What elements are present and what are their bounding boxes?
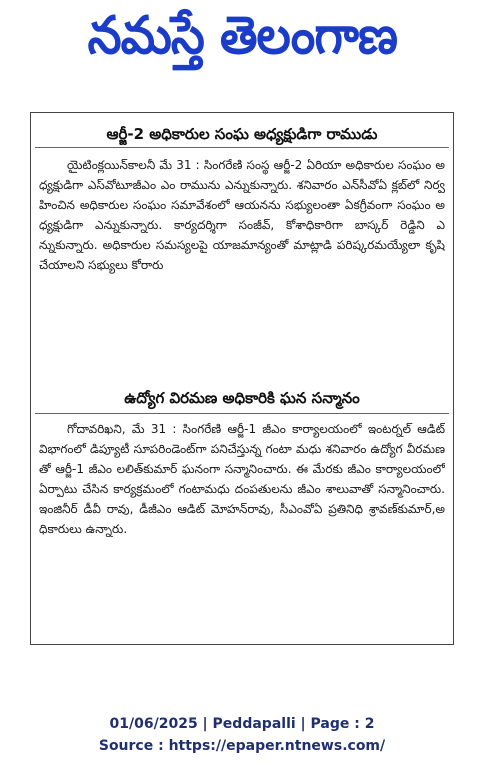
article-2-body [39, 419, 445, 639]
masthead-title: నమస్తే తెలంగాణ [87, 5, 397, 66]
article-1-divider [35, 147, 449, 148]
footer-meta: 01/06/2025 | Peddapalli | Page : 2 [109, 716, 375, 732]
news-clipping [30, 112, 454, 645]
article-2-headline: ఉద్యోగ విరమణ అధికారికి ఘన సన్మానం [124, 389, 360, 407]
article-2-divider [35, 413, 449, 414]
article-1-headline: ఆర్జీ-2 అధికారుల సంఘ అధ్యక్షుడిగా రాముడు [106, 125, 378, 143]
footer-source: Source : https://epaper.ntnews.com/ [98, 738, 386, 754]
article-2-body-text: గోదావరిఖని, మే 31 : సింగరేణి ఆర్జీ-1 జీఎం కార్యాలయంలో ఇంటర్నల్‌ ఆడిట్‌ విభాగంలో డిప్యూటీ సూపరిండెంట్‌గా పనిచేస్తున్న గంటా మధు శనివారం ఉద్యోగ వీరమణతో ఆర్జీ-1 జీఎం లలిత్‌కుమార్‌ ఘనంగా సన్మానించారు. ఈ మేరకు జీఎం కార్యాలయంలో ఏర్పాటు చేసిన కార్యక్రమంలో గంటామధు దంపతులను జీఎం శాలువాతో సన్మానించారు. ఇంజినీర్‌ డీవీ రావు, డీజీఎం ఆడిట్‌ మోహన్‌రావు, సీఎంవోఏ ప్రతినిధి శ్రావణ్‌కుమార్‌,అధికారులు ఉన్నారు. [39, 422, 445, 536]
article-1-body [39, 155, 445, 377]
masthead [30, 5, 454, 76]
article-1-body-text: యైటింక్లయిన్‌కాలనీ మే 31 : సింగరేణి సంస్థ ఆర్జీ-2 ఏరియా అధికారుల సంఘం అధ్యక్షుడిగా ఎస్‌వోటూజీఎం ఎం రామును ఎన్నుకున్నారు. శనివారం ఎన్‌సీవోఏ క్లబ్‌లో నిర్వహించిన అధికారుల సంఘం సమావేశంలో ఆయనను సభ్యులంతా ఏకగ్రీవంగా సంఘం అధ్యక్షుడిగా ఎన్నుకున్నారు. కార్యదర్శిగా సంజీవ్‌, కోశాధికారిగా బాస్కర్‌ రెడ్డిని ఎన్నుకున్నారు. అధికారుల సమస్యలపై యాజమాన్యంతో మాట్లాడి పరిష్కరమయ్యేలా కృషి చేయాలని సభ్యులు కోరారు [39, 158, 445, 272]
